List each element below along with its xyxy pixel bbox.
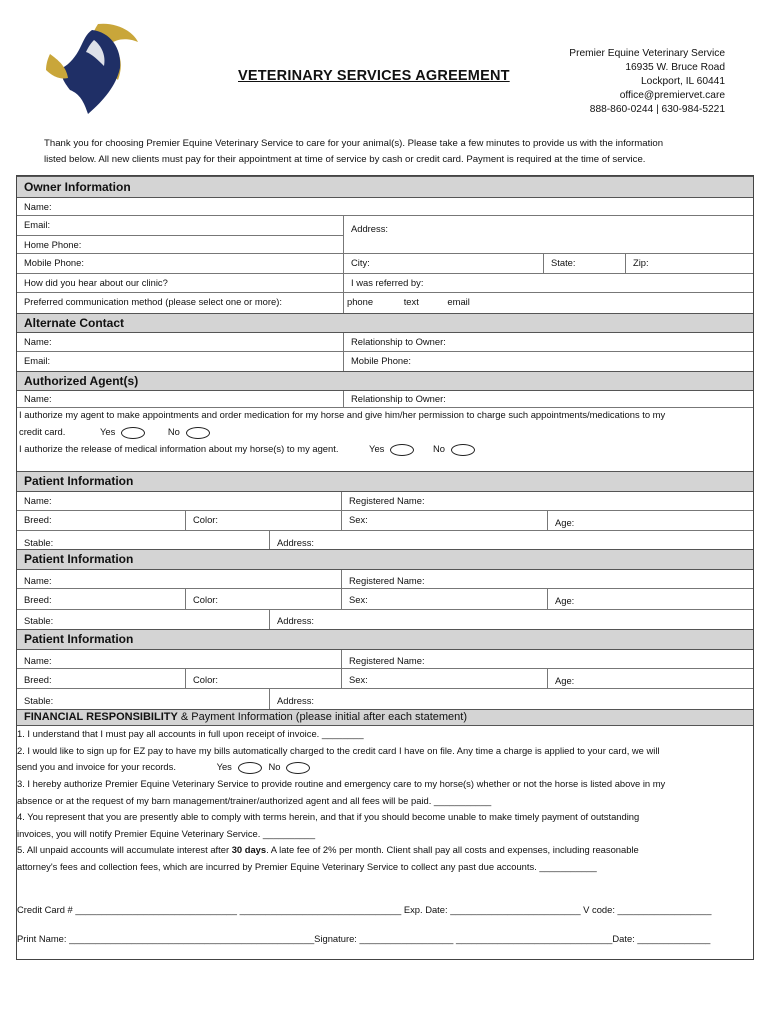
credit-card-line[interactable]: Credit Card # _______________________________ _______________________________ Exp. Date: _________________________ V code: __________________ (17, 904, 712, 915)
statement-5-bold: 30 days (231, 844, 267, 855)
owner-state-field[interactable]: State: (543, 254, 625, 273)
address-line: Premier Equine Veterinary Service (569, 48, 725, 59)
agent-auth-line2: credit card. (19, 426, 66, 437)
patient-color-field[interactable]: Color: (185, 511, 341, 530)
address-line: 888-860-0244 | 630-984-5221 (589, 104, 725, 115)
statement-5-pre: 5. All unpaid accounts will accumulate interest after (17, 844, 232, 855)
yes-label: Yes (369, 443, 385, 454)
owner-mobile-row (17, 254, 753, 274)
patient-breed-field[interactable]: Breed: (24, 514, 52, 525)
yes-label: Yes (99, 426, 116, 437)
yes-radio[interactable] (238, 762, 262, 774)
financial-heading-bold: FINANCIAL RESPONSIBILITY (24, 711, 178, 723)
patient-section-heading: Patient Information (17, 471, 753, 492)
owner-referred-field[interactable]: I was referred by: (343, 274, 753, 292)
no-radio[interactable] (451, 444, 475, 456)
statement-4: 4. You represent that you are presently able to comply with terms herein, and that if you should become unable to make timely payment of outstanding (17, 811, 640, 822)
patient-color-field[interactable]: Color: (185, 669, 341, 688)
alternate-name-row (17, 333, 753, 352)
yes-radio[interactable] (390, 444, 414, 456)
alternate-email-field[interactable]: Email: (24, 355, 51, 366)
agent-name-field[interactable]: Name: (24, 393, 52, 404)
option-text[interactable]: text (403, 296, 419, 307)
option-phone[interactable]: phone (347, 296, 374, 307)
patient-section-heading: Patient Information (17, 549, 753, 570)
patient-registered-name-field[interactable]: Registered Name: (341, 650, 753, 668)
owner-city-field[interactable]: City: (343, 254, 543, 273)
owner-address-field[interactable]: Address: (343, 216, 753, 253)
statement-5-cont: attorney's fees and collection fees, which are incurred by Premier Equine Veterinary Service to collect any past due accounts. ___________ (17, 861, 597, 872)
patient-registered-name-field[interactable]: Registered Name: (341, 570, 753, 588)
agent-section-heading: Authorized Agent(s) (17, 371, 753, 391)
intro-line: Thank you for choosing Premier Equine Veterinary Service to care for your animal(s). Please take a few minutes to provide us with the information (44, 138, 664, 149)
owner-name-field[interactable]: Name: (24, 201, 52, 212)
patient-registered-name-field[interactable]: Registered Name: (341, 492, 753, 510)
clinic-address (569, 47, 725, 117)
alternate-email-row (17, 352, 753, 371)
patient-breed-row (17, 511, 753, 531)
no-radio[interactable] (186, 427, 210, 439)
financial-section-heading (17, 709, 753, 726)
patient-sex-field[interactable]: Sex: (341, 589, 547, 609)
no-label: No (268, 761, 281, 772)
address-line: office@premiervet.care (619, 90, 725, 101)
patient-age-field[interactable]: Age: (547, 511, 753, 530)
owner-zip-field[interactable]: Zip: (625, 254, 753, 273)
patient-stable-field[interactable]: Stable: (24, 615, 54, 626)
agent-name-row (17, 391, 753, 408)
patient-sex-field[interactable]: Sex: (341, 511, 547, 530)
statement-2: 2. I would like to sign up for EZ pay to have my bills automatically charged to the credit card I have on file. Any time a charge is applied to your card, we will (17, 745, 660, 756)
yes-label: Yes (216, 761, 232, 772)
patient-stable-field[interactable]: Stable: (24, 695, 54, 706)
patient-stable-row (17, 689, 753, 709)
statement-3: 3. I hereby authorize Premier Equine Veterinary Service to provide routine and emergency care to my horse(s) whether or not the horse is listed above in my (17, 778, 666, 789)
alternate-name-field[interactable]: Name: (24, 336, 52, 347)
option-email[interactable]: email (447, 296, 470, 307)
patient-section-heading: Patient Information (17, 629, 753, 650)
patient-breed-field[interactable]: Breed: (24, 594, 52, 605)
address-line: 16935 W. Bruce Road (625, 62, 725, 73)
alternate-section-heading: Alternate Contact (17, 313, 753, 333)
patient-stable-row (17, 531, 753, 550)
statement-4-cont: invoices, you will notify Premier Equine Veterinary Service. __________ (17, 828, 316, 839)
statement-5 (17, 844, 639, 855)
owner-section-heading: Owner Information (17, 176, 753, 198)
patient-name-field[interactable]: Name: (24, 495, 52, 506)
agent-auth-text: I authorize my agent to make appointments and order medication for my horse and give him/her permission to charge such appointments/medications to my (19, 409, 666, 420)
financial-heading-rest: & Payment Information (please initial after each statement) (177, 711, 468, 723)
agreement-form (16, 175, 754, 960)
statement-2-cont (17, 761, 310, 774)
owner-mobile-field[interactable]: Mobile Phone: (24, 257, 84, 268)
patient-stable-field[interactable]: Stable: (24, 537, 54, 548)
intro-paragraph (44, 136, 734, 168)
patient-address-field[interactable]: Address: (269, 531, 753, 550)
patient-age-field[interactable]: Age: (547, 669, 753, 688)
address-line: Lockport, IL 60441 (640, 76, 725, 87)
document-title: VETERINARY SERVICES AGREEMENT (238, 68, 510, 84)
agent-relationship-field[interactable]: Relationship to Owner: (343, 391, 753, 407)
patient-sex-field[interactable]: Sex: (341, 669, 547, 688)
patient-name-row (17, 650, 753, 669)
patient-address-field[interactable]: Address: (269, 689, 753, 709)
patient-stable-row (17, 610, 753, 629)
patient-color-field[interactable]: Color: (185, 589, 341, 609)
signature-line[interactable]: Print Name: _______________________________________________Signature: __________________ ______________________________Date: ______________ (17, 933, 711, 944)
owner-hear-field[interactable]: How did you hear about our clinic? (24, 277, 168, 288)
statement-5-post: . A late fee of 2% per month. Client shall pay all costs and expenses, including reasonable (266, 844, 639, 855)
intro-line: listed below. All new clients must pay for their appointment at time of service by cash or credit card. Payment is required at the time of service. (44, 154, 646, 165)
owner-pref-row (17, 293, 753, 314)
agent-release-text-row (19, 443, 475, 456)
alternate-relationship-field[interactable]: Relationship to Owner: (343, 333, 753, 351)
statement-3-cont: absence or at the request of my barn management/trainer/authorized agent and all fees will be paid. ___________ (17, 795, 492, 806)
owner-home-phone-field[interactable]: Home Phone: (17, 235, 343, 254)
owner-pref-label: Preferred communication method (please select one or more): (24, 296, 282, 307)
owner-pref-options (343, 293, 753, 314)
no-label: No (167, 426, 180, 437)
yes-radio[interactable] (121, 427, 145, 439)
patient-name-field[interactable]: Name: (24, 575, 52, 586)
statement-2-line2: send you and invoice for your records. (17, 761, 176, 772)
patient-address-field[interactable]: Address: (269, 610, 753, 629)
patient-name-row (17, 492, 753, 511)
statement-1: 1. I understand that I must pay all accounts in full upon receipt of invoice. ________ (17, 728, 364, 739)
patient-name-field[interactable]: Name: (24, 655, 52, 666)
owner-hear-row (17, 274, 753, 293)
owner-name-row (17, 198, 753, 216)
no-radio[interactable] (286, 762, 310, 774)
horse-head-logo (40, 20, 140, 115)
patient-breed-field[interactable]: Breed: (24, 674, 52, 685)
owner-email-field[interactable]: Email: (24, 219, 51, 230)
patient-age-field[interactable]: Age: (547, 589, 753, 609)
patient-breed-row (17, 669, 753, 689)
patient-name-row (17, 570, 753, 589)
agent-auth-text-cont (19, 426, 210, 439)
agent-release-text: I authorize the release of medical information about my horse(s) to my agent. (19, 443, 339, 454)
patient-breed-row (17, 589, 753, 610)
alternate-mobile-field[interactable]: Mobile Phone: (343, 352, 753, 371)
no-label: No (432, 443, 445, 454)
